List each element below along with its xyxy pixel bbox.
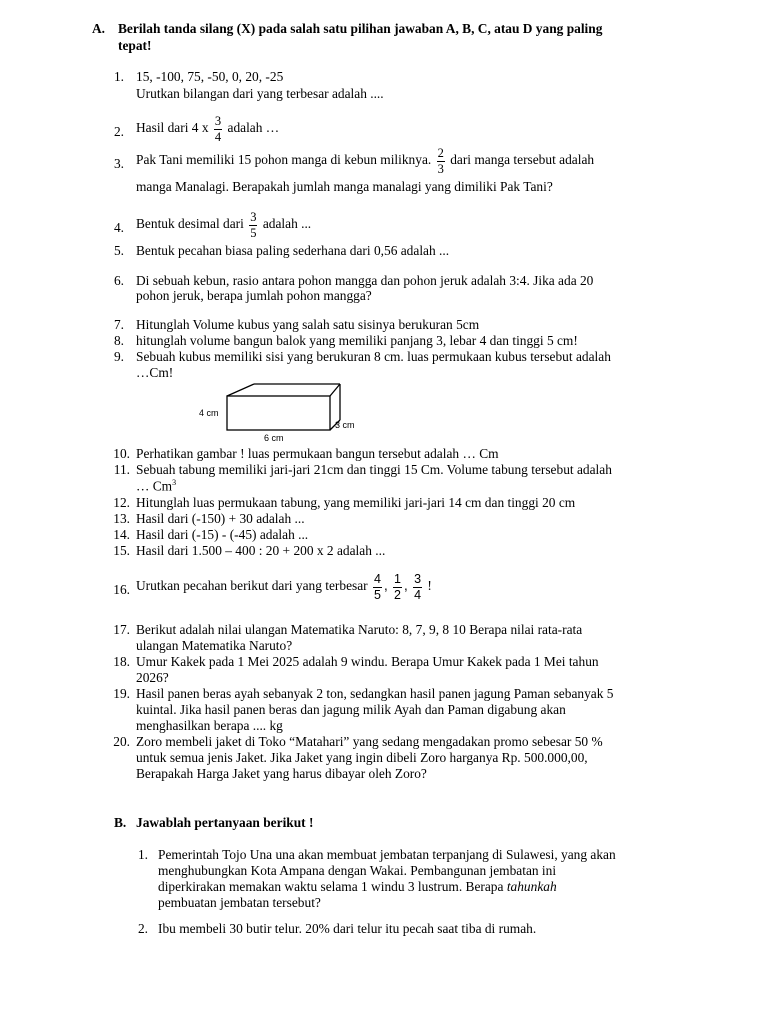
q17-line2: ulangan Matematika Naruto?: [136, 638, 293, 653]
b2-number: 2.: [137, 921, 148, 936]
section-b-title: Jawablah pertanyaan berikut !: [136, 815, 314, 830]
q20-line1: Zoro membeli jaket di Toko “Matahari” yang sedang mengadakan promo sebesar 50 %: [136, 734, 603, 749]
q3-number: 3.: [113, 156, 124, 171]
q16-number: 16.: [113, 582, 130, 597]
box-edge-top-right: [330, 384, 340, 396]
q10-number: 10.: [113, 446, 130, 461]
q4-pre: Bentuk desimal dari: [136, 216, 244, 232]
q6-line1: Di sebuah kebun, rasio antara pohon mangga dan pohon jeruk adalah 3:4. Jika ada 20: [136, 273, 594, 288]
q2-pre: Hasil dari 4 x: [136, 120, 209, 136]
q1-number: 1.: [113, 69, 124, 84]
q9-number: 9.: [113, 349, 124, 364]
q11-number: 11.: [113, 462, 130, 477]
q18-line2: 2026?: [136, 670, 169, 685]
b2-text: Ibu membeli 30 butir telur. 20% dari telur itu pecah saat tiba di rumah.: [158, 921, 537, 936]
q9-line1: Sebuah kubus memiliki sisi yang berukuran 8 cm. luas permukaan kubus tersebut adalah: [136, 349, 611, 364]
q13-text: Hasil dari (-150) + 30 adalah ...: [136, 511, 305, 526]
q6-number: 6.: [113, 273, 124, 288]
q4-post: adalah ...: [262, 216, 312, 232]
q2-number: 2.: [113, 124, 124, 139]
box-front-face: [227, 396, 330, 430]
q16-text: Urutkan pecahan berikut dari yang terbesar $\frac{4}{5}$ , $\frac{1}{2}$ , $\frac{3}{4}$ !: [136, 572, 432, 602]
q3-text: [136, 147, 594, 175]
q17-number: 17.: [113, 622, 130, 637]
q10-text: Perhatikan gambar ! luas permukaan bangun tersebut adalah … Cm: [136, 446, 499, 461]
q7-text: Hitunglah Volume kubus yang salah satu sisinya berukuran 5cm: [136, 317, 480, 332]
label-6cm: 6 cm: [264, 433, 284, 443]
q14-number: 14.: [113, 527, 130, 542]
q5-number: 5.: [113, 243, 124, 258]
q19-line3: menghasilkan berapa .... kg: [136, 718, 283, 733]
q16-label: Urutkan pecahan berikut dari yang terbesar: [136, 578, 368, 594]
q12-number: 12.: [113, 495, 130, 510]
b1-line4: pembuatan jembatan tersebut?: [158, 895, 321, 910]
q4-number: 4.: [113, 220, 124, 235]
q20-line3: Berapakah Harga Jaket yang harus dibayar oleh Zoro?: [136, 766, 427, 781]
b1-line1: Pemerintah Tojo Una una akan membuat jembatan terpanjang di Sulawesi, yang akan: [158, 847, 616, 862]
q14-text: Hasil dari (-15) - (-45) adalah ...: [136, 527, 309, 542]
q19-number: 19.: [113, 686, 130, 701]
q3-line2: manga Manalagi. Berapakah jumlah manga manalagi yang dimiliki Pak Tani?: [136, 179, 553, 194]
q4-text: [136, 211, 311, 239]
q8-text: hitunglah volume bangun balok yang memiliki panjang 3, lebar 4 dan tinggi 5 cm!: [136, 333, 578, 348]
q20-line2: untuk semua jenis Jaket. Jika Jaket yang ingin dibeli Zoro harganya Rp. 500.000,00,: [136, 750, 588, 765]
box-figure: [195, 380, 365, 444]
q3-fraction: $\frac{2}{3}$: [437, 146, 444, 176]
q15-number: 15.: [113, 543, 130, 558]
q1-line2: Urutkan bilangan dari yang terbesar adalah ....: [136, 86, 384, 101]
q2-fraction: $\frac{3}{4}$: [214, 114, 222, 144]
q18-line1: Umur Kakek pada 1 Mei 2025 adalah 9 windu. Berapa Umur Kakek pada 1 Mei tahun: [136, 654, 599, 669]
q9-line2: …Cm!: [136, 365, 174, 380]
q4-fraction: $\frac{3}{5}$: [250, 210, 257, 240]
section-a-title-cont: tepat!: [118, 38, 152, 53]
section-b-letter: B.: [114, 815, 127, 830]
q11-line1: Sebuah tabung memiliki jari-jari 21cm dan tinggi 15 Cm. Volume tabung tersebut adalah: [136, 462, 612, 477]
q16-fraction-3: $\frac{3}{4}$: [414, 572, 422, 602]
q19-line1: Hasil panen beras ayah sebanyak 2 ton, sedangkan hasil panen jagung Paman sebanyak 5: [136, 686, 614, 701]
label-3cm: 3 cm: [335, 420, 355, 430]
q17-line1: Berikut adalah nilai ulangan Matematika Naruto: 8, 7, 9, 8 10 Berapa nilai rata-rata: [136, 622, 583, 637]
q8-number: 8.: [113, 333, 124, 348]
label-4cm: 4 cm: [199, 408, 219, 418]
q7-number: 7.: [113, 317, 124, 332]
b1-line2: menghubungkan Kota Ampana dengan Wakai. Pembangunan jembatan ini: [158, 863, 557, 878]
q13-number: 13.: [113, 511, 130, 526]
q1-line1: 15, -100, 75, -50, 0, 20, -25: [136, 69, 284, 84]
q6-line2: pohon jeruk, berapa jumlah pohon mangga?: [136, 288, 372, 303]
q3-pre: Pak Tani memiliki 15 pohon manga di kebun miliknya.: [136, 152, 432, 168]
q2-post: adalah …: [227, 120, 280, 136]
q15-text: Hasil dari 1.500 – 400 : 20 + 200 x 2 adalah ...: [136, 543, 386, 558]
q12-text: Hitunglah luas permukaan tabung, yang memiliki jari-jari 14 cm dan tinggi 20 cm: [136, 495, 576, 510]
q18-number: 18.: [113, 654, 130, 669]
q20-number: 20.: [113, 734, 130, 749]
q16-fraction-2: $\frac{1}{2}$: [394, 572, 401, 602]
q16-fraction-1: $\frac{4}{5}$: [374, 572, 381, 602]
section-a-title: Berilah tanda silang (X) pada salah satu pilihan jawaban A, B, C, atau D yang paling: [118, 21, 603, 36]
b1-number: 1.: [137, 847, 148, 862]
q11-line2: … Cm$^3$: [136, 478, 177, 494]
q3-post: dari manga tersebut adalah: [450, 152, 595, 168]
section-a-letter: A.: [92, 21, 106, 36]
box-edge-top-left: [227, 384, 254, 396]
q19-line2: kuintal. Jika hasil panen beras dan jagung milik Ayah dan Paman digabung akan: [136, 702, 566, 717]
q2-text: [136, 115, 279, 143]
b1-line3: diperkirakan memakan waktu selama 1 windu 3 lustrum. Berapa tahunkah: [158, 879, 557, 894]
q5-text: Bentuk pecahan biasa paling sederhana dari 0,56 adalah ...: [136, 243, 450, 258]
